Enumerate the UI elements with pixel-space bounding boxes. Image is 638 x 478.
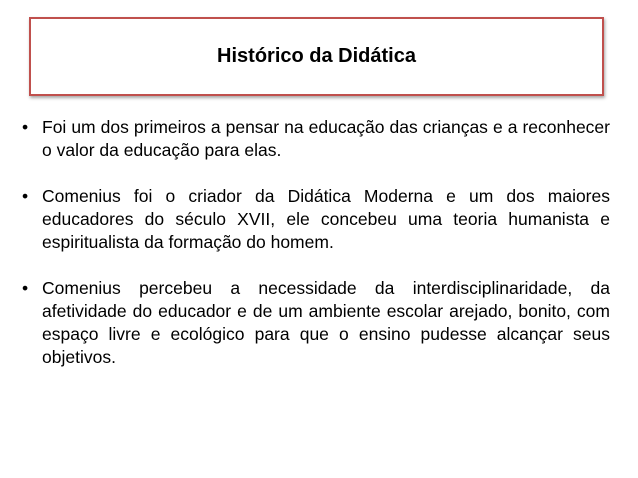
bullet-icon: • bbox=[22, 117, 29, 137]
slide-title: Histórico da Didática bbox=[217, 45, 416, 67]
bullet-text: Foi um dos primeiros a pensar na educação das crianças e a reconhecer o valor da educação para elas. bbox=[42, 117, 610, 160]
bullet-text: Comenius foi o criador da Didática Moderna e um dos maiores educadores do século XVII, ele concebeu uma teoria humanista e espiritualista da formação do homem. bbox=[42, 186, 610, 252]
bullet-text: Comenius percebeu a necessidade da interdisciplinaridade, da afetividade do educador e de um ambiente escolar arejado, bonito, com espaço livre e ecológico para que o ensino pudesse alcançar seus objetivos. bbox=[42, 278, 610, 367]
title-box bbox=[29, 17, 604, 96]
bullet-item bbox=[22, 185, 610, 254]
bullet-item bbox=[22, 277, 610, 369]
bullet-item bbox=[22, 116, 610, 162]
bullet-icon: • bbox=[22, 186, 29, 206]
bullet-list bbox=[22, 116, 610, 369]
bullet-icon: • bbox=[22, 278, 29, 298]
